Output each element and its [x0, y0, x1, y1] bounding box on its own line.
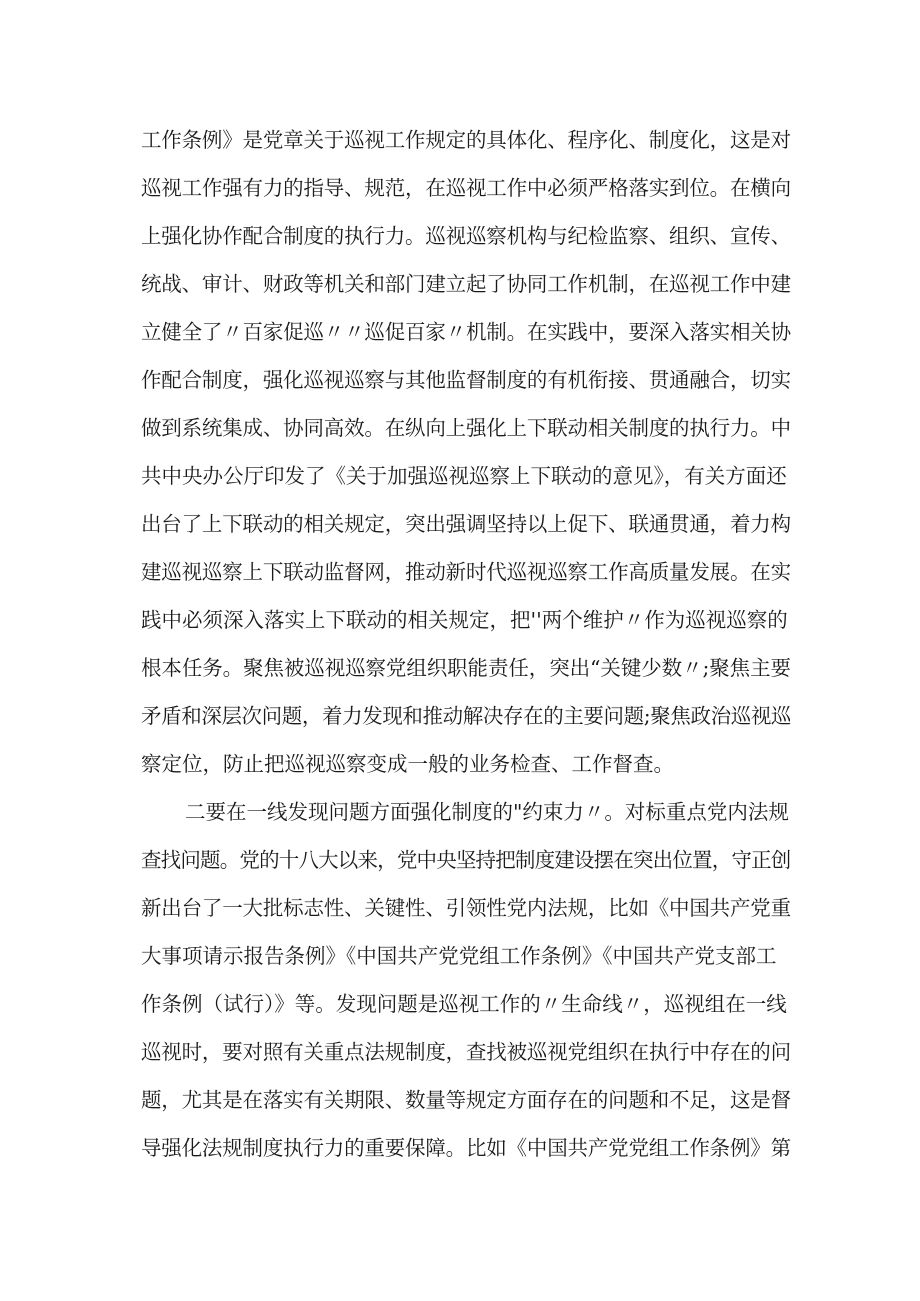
paragraph-2 [141, 788, 791, 1172]
text-line: 大事项请示报告条例》《中国共产党党组工作条例》《中国共产党支部工 [141, 944, 777, 968]
text-line: 二要在一线发现问题方面强化制度的"约束力〃。对标重点党内法规 [185, 800, 789, 824]
text-line: 统战、审计、财政等机关和部门建立起了协同工作机制，在巡视工作中建 [141, 272, 791, 296]
paragraph-1 [141, 116, 791, 788]
text-line: 工作条例》是党章关于巡视工作规定的具体化、程序化、制度化，这是对 [141, 128, 791, 152]
text-line: 践中必须深入落实上下联动的相关规定，把''两个维护〃作为巡视巡察的 [141, 608, 788, 632]
text-line: 建巡视巡察上下联动监督网，推动新时代巡视巡察工作高质量发展。在实 [141, 560, 791, 584]
text-line: 立健全了〃百家促巡〃〃巡促百家〃机制。在实践中，要深入落实相关协 [141, 320, 791, 344]
text-line: 作配合制度，强化巡视巡察与其他监督制度的有机衔接、贯通融合，切实 [141, 368, 791, 392]
text-line: 作条例（试行）》等。发现问题是巡视工作的〃生命线〃，巡视组在一线 [141, 992, 787, 1016]
text-line: 共中央办公厅印发了《关于加强巡视巡察上下联动的意见》，有关方面还 [141, 464, 787, 488]
text-line: 巡视工作强有力的指导、规范，在巡视工作中必须严格落实到位。在横向 [141, 176, 791, 200]
text-line: 出台了上下联动的相关规定，突出强调坚持以上促下、联通贯通，着力构 [141, 512, 791, 536]
text-line: 上强化协作配合制度的执行力。巡视巡察机构与纪检监察、组织、宣传、 [141, 224, 791, 248]
text-line: 做到系统集成、协同高效。在纵向上强化上下联动相关制度的执行力。中 [141, 416, 791, 440]
text-line: 导强化法规制度执行力的重要保障。比如《中国共产党党组工作条例》第 [141, 1136, 791, 1160]
text-line: 根本任务。聚焦被巡视巡察党组织职能责任，突出“关键少数〃;聚焦主要 [141, 656, 791, 680]
text-line: 巡视时，要对照有关重点法规制度，查找被巡视党组织在执行中存在的问 [141, 1040, 791, 1064]
text-line: 查找问题。党的十八大以来，党中央坚持把制度建设摆在突出位置，守正创 [141, 848, 791, 872]
text-line: 矛盾和深层次问题，着力发现和推动解决存在的主要问题;聚焦政治巡视巡 [141, 704, 791, 728]
text-line: 题，尤其是在落实有关期限、数量等规定方面存在的问题和不足，这是督 [141, 1088, 791, 1112]
text-line: 新出台了一大批标志性、关键性、引领性党内法规，比如《中国共产党重 [141, 896, 791, 920]
text-line: 察定位，防止把巡视巡察变成一般的业务检查、工作督查。 [141, 752, 674, 776]
